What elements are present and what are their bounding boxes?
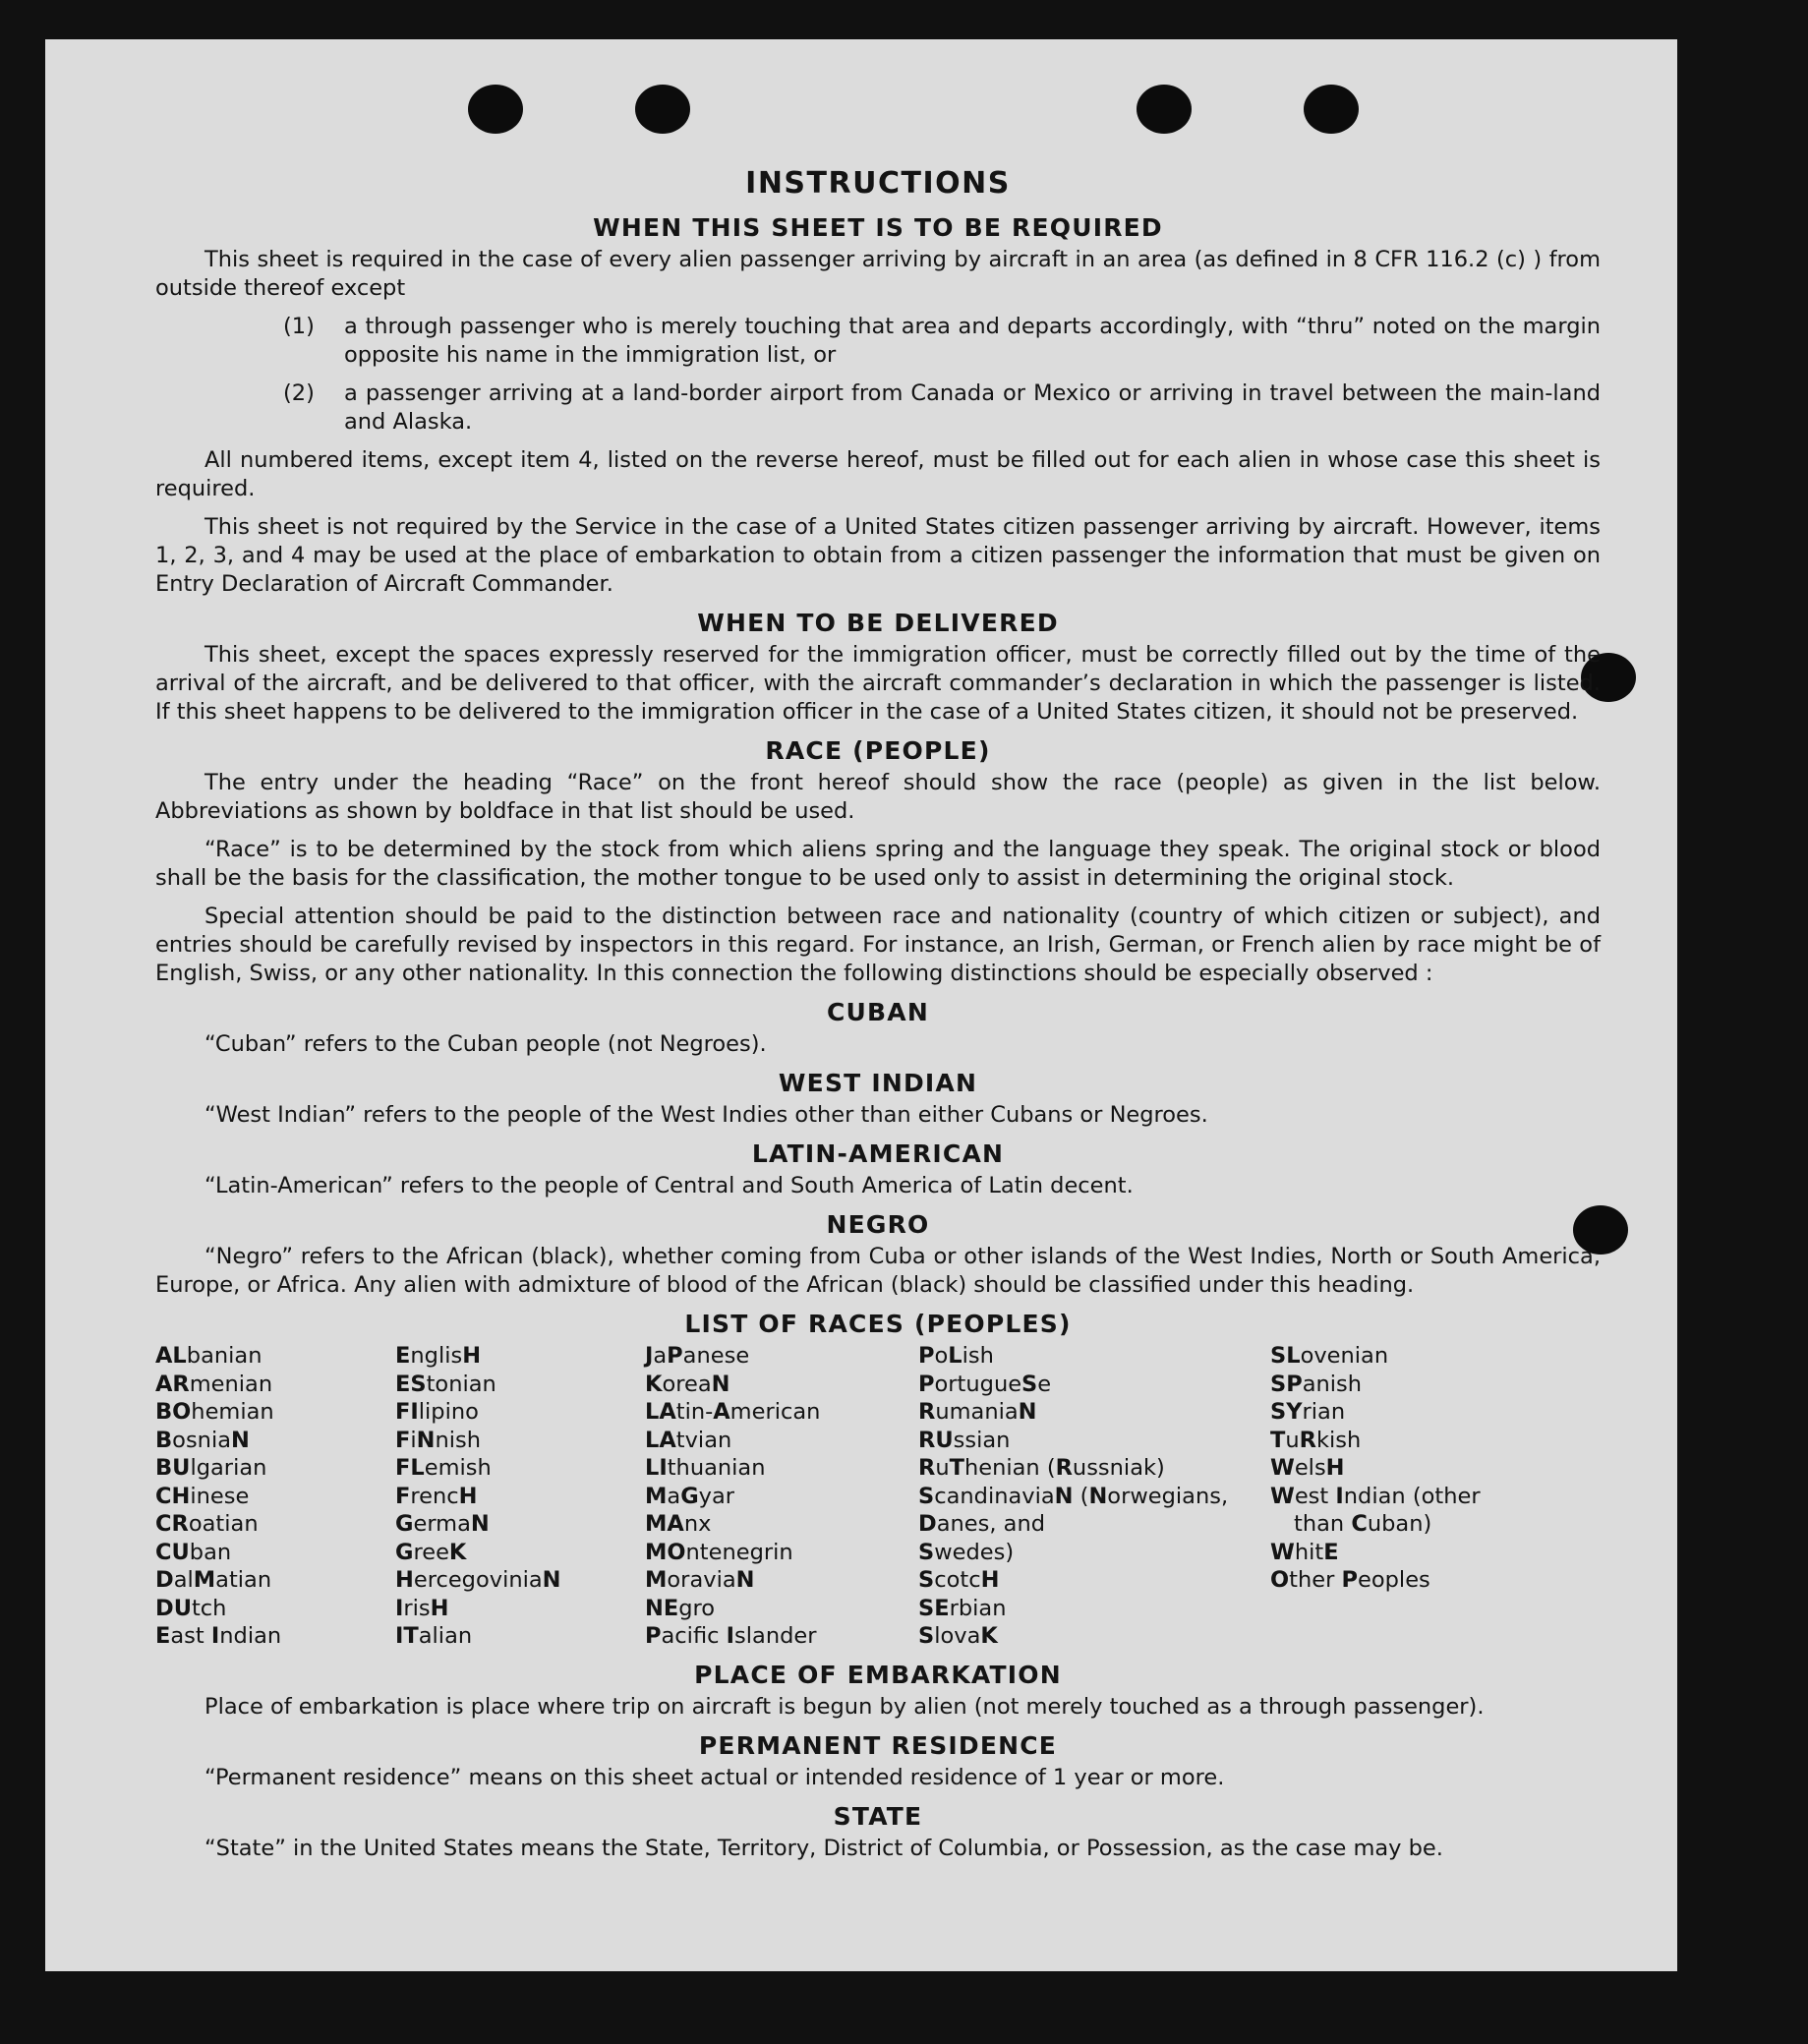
section-heading: RACE (PEOPLE) — [765, 736, 991, 765]
race-entry: FiNnish — [395, 1427, 482, 1453]
race-entry: LAtin-American — [645, 1399, 821, 1425]
race-entry: RumaniaN — [918, 1399, 1037, 1425]
race-entry: GreeK — [395, 1539, 467, 1565]
paragraph: “Latin-American” refers to the people of Central and South America of Latin decent. — [204, 1173, 1134, 1198]
punch-hole — [635, 85, 690, 134]
race-entry: FLemish — [395, 1455, 492, 1481]
race-entry: than Cuban) — [1294, 1511, 1432, 1537]
race-entry: WelsH — [1270, 1455, 1345, 1481]
race-entry: RuThenian (Russniak) — [918, 1455, 1165, 1481]
section-heading: LATIN-AMERICAN — [751, 1139, 1005, 1168]
race-entry: RUssian — [918, 1427, 1011, 1453]
races-list — [155, 1342, 1601, 1651]
paragraph: This sheet, except the spaces expressly reserved for the immigration officer, must be correctly filled out by the time of the arrival of the aircraft, and be delivered to that officer, with the aircraft commander’s declaration in which the passenger is listed. If this sheet happens to be delivered to the immigration officer in the case of a United States citizen, it should not be preserved. — [155, 642, 1601, 725]
item-number: (1) — [283, 314, 315, 339]
race-entry: SErbian — [918, 1595, 1007, 1621]
race-entry: East Indian — [155, 1623, 282, 1649]
race-entry: SlovaK — [918, 1623, 998, 1649]
paragraph: This sheet is required in the case of every alien passenger arriving by aircraft in an area (as defined in 8 CFR 116.2 (c) ) from outside thereof except — [155, 247, 1601, 301]
punch-hole — [1137, 85, 1192, 134]
race-entry: PoLish — [918, 1343, 994, 1369]
section-heading: PERMANENT RESIDENCE — [698, 1730, 1058, 1760]
section-heading: LIST OF RACES (PEOPLES) — [684, 1310, 1072, 1338]
race-entry: EStonian — [395, 1371, 496, 1397]
race-entry: TuRkish — [1270, 1427, 1362, 1453]
race-entry: FIlipino — [395, 1399, 479, 1425]
item-text: a passenger arriving at a land-border airport from Canada or Mexico or arriving in travel between the main-land and Alaska. — [344, 380, 1601, 435]
section-heading: WEST INDIAN — [778, 1069, 978, 1097]
race-entry: SYrian — [1270, 1399, 1346, 1425]
race-entry: DUtch — [155, 1595, 227, 1621]
race-entry: BosniaN — [155, 1427, 250, 1453]
race-entry: PortugueSe — [918, 1371, 1052, 1397]
paragraph: “Permanent residence” means on this sheet actual or intended residence of 1 year or more. — [204, 1764, 1225, 1790]
race-entry: BUlgarian — [155, 1455, 267, 1481]
race-entry: ScotcH — [918, 1567, 1000, 1593]
instructions-body — [155, 161, 1601, 1873]
race-entry: NEgro — [645, 1595, 716, 1621]
paragraph: The entry under the heading “Race” on the front hereof should show the race (people) as given in the list below. Abbreviations as shown by boldface in that list should be used. — [155, 770, 1601, 824]
section-heading: WHEN TO BE DELIVERED — [697, 609, 1059, 637]
item-text: a through passenger who is merely touching that area and departs accordingly, with “thru” noted on the margin opposite his name in the immigration list, or — [344, 314, 1601, 368]
numbered-item — [283, 380, 1601, 437]
race-entry: Swedes) — [918, 1539, 1015, 1565]
race-entry: LIthuanian — [645, 1455, 766, 1481]
race-entry: SLovenian — [1270, 1343, 1389, 1369]
races-column — [1270, 1342, 1565, 1651]
race-entry: WhitE — [1270, 1539, 1339, 1565]
race-entry: SPanish — [1270, 1371, 1363, 1397]
punch-hole — [1304, 85, 1359, 134]
race-entry: GermaN — [395, 1511, 490, 1537]
races-column — [155, 1342, 395, 1651]
races-column — [918, 1342, 1270, 1651]
race-entry: MAnx — [645, 1511, 712, 1537]
race-entry: ALbanian — [155, 1343, 262, 1369]
section-heading: PLACE OF EMBARKATION — [694, 1660, 1062, 1689]
races-column — [395, 1342, 645, 1651]
race-entry: Pacifc Islander — [645, 1623, 817, 1649]
race-entry: HercegoviniaN — [395, 1567, 561, 1593]
race-entry: Danes, and — [918, 1511, 1045, 1537]
race-entry: KoreaN — [645, 1371, 730, 1397]
section-heading: CUBAN — [827, 998, 929, 1026]
race-entry: LAtvian — [645, 1427, 732, 1453]
race-entry: Other Peoples — [1270, 1567, 1430, 1593]
race-entry: ARmenian — [155, 1371, 273, 1397]
section-heading: NEGRO — [826, 1210, 930, 1239]
paragraph: All numbered items, except item 4, listed on the reverse hereof, must be filled out for each alien in whose case this sheet is required. — [155, 447, 1601, 501]
item-number: (2) — [283, 380, 315, 406]
race-entry: JaPanese — [645, 1343, 750, 1369]
races-column — [645, 1342, 918, 1651]
race-entry: DalMatian — [155, 1567, 272, 1593]
race-entry: CHinese — [155, 1483, 250, 1509]
punch-hole — [468, 85, 523, 134]
section-heading: WHEN THIS SHEET IS TO BE REQUIRED — [593, 213, 1163, 242]
race-entry: MoraviaN — [645, 1567, 755, 1593]
paragraph: “Cuban” refers to the Cuban people (not Negroes). — [204, 1031, 767, 1057]
race-entry: CUban — [155, 1539, 232, 1565]
race-entry: IrisH — [395, 1595, 449, 1621]
race-entry: MaGyar — [645, 1483, 735, 1509]
page-title: INSTRUCTIONS — [745, 166, 1011, 201]
race-entry: FrencH — [395, 1483, 478, 1509]
race-entry: BOhemian — [155, 1399, 274, 1425]
paragraph: Special attention should be paid to the distinction between race and nationality (country of which citizen or subject), and entries should be carefully revised by inspectors in this regard. For instance, an Irish, German, or French alien by race might be of English, Swiss, or any other nationality. In this connection the following distinctions should be especially observed : — [155, 904, 1601, 986]
paragraph: “Negro” refers to the African (black), whether coming from Cuba or other islands of the West Indies, North or South America, Europe, or Africa. Any alien with admixture of blood of the African (black) should be classified under this heading. — [155, 1244, 1601, 1298]
race-entry: EnglisH — [395, 1343, 482, 1369]
race-entry: ScandinaviaN (Norwegians, — [918, 1483, 1229, 1509]
paragraph: “State” in the United States means the State, Territory, District of Columbia, or Possession, as the case may be. — [204, 1835, 1443, 1861]
race-entry: West Indian (other — [1270, 1483, 1481, 1509]
numbered-item — [283, 313, 1601, 370]
paragraph: Place of embarkation is place where trip on aircraft is begun by alien (not merely touched as a through passenger). — [204, 1693, 1485, 1720]
paragraph: “West Indian” refers to the people of the West Indies other than either Cubans or Negroes. — [204, 1102, 1208, 1128]
race-entry: ITalian — [395, 1623, 473, 1649]
paragraph: This sheet is not required by the Service in the case of a United States citizen passenger arriving by aircraft. However, items 1, 2, 3, and 4 may be used at the place of embarkation to obtain from a citizen passenger the information that must be given on Entry Declaration of Aircraft Commander. — [155, 514, 1601, 597]
race-entry: MOntenegrin — [645, 1539, 793, 1565]
section-heading: STATE — [833, 1801, 923, 1831]
race-entry: CRoatian — [155, 1511, 259, 1537]
document-page — [45, 39, 1677, 1971]
paragraph: “Race” is to be determined by the stock from which aliens spring and the language they speak. The original stock or blood shall be the basis for the classification, the mother tongue to be used only to assist in determining the original stock. — [155, 837, 1601, 891]
